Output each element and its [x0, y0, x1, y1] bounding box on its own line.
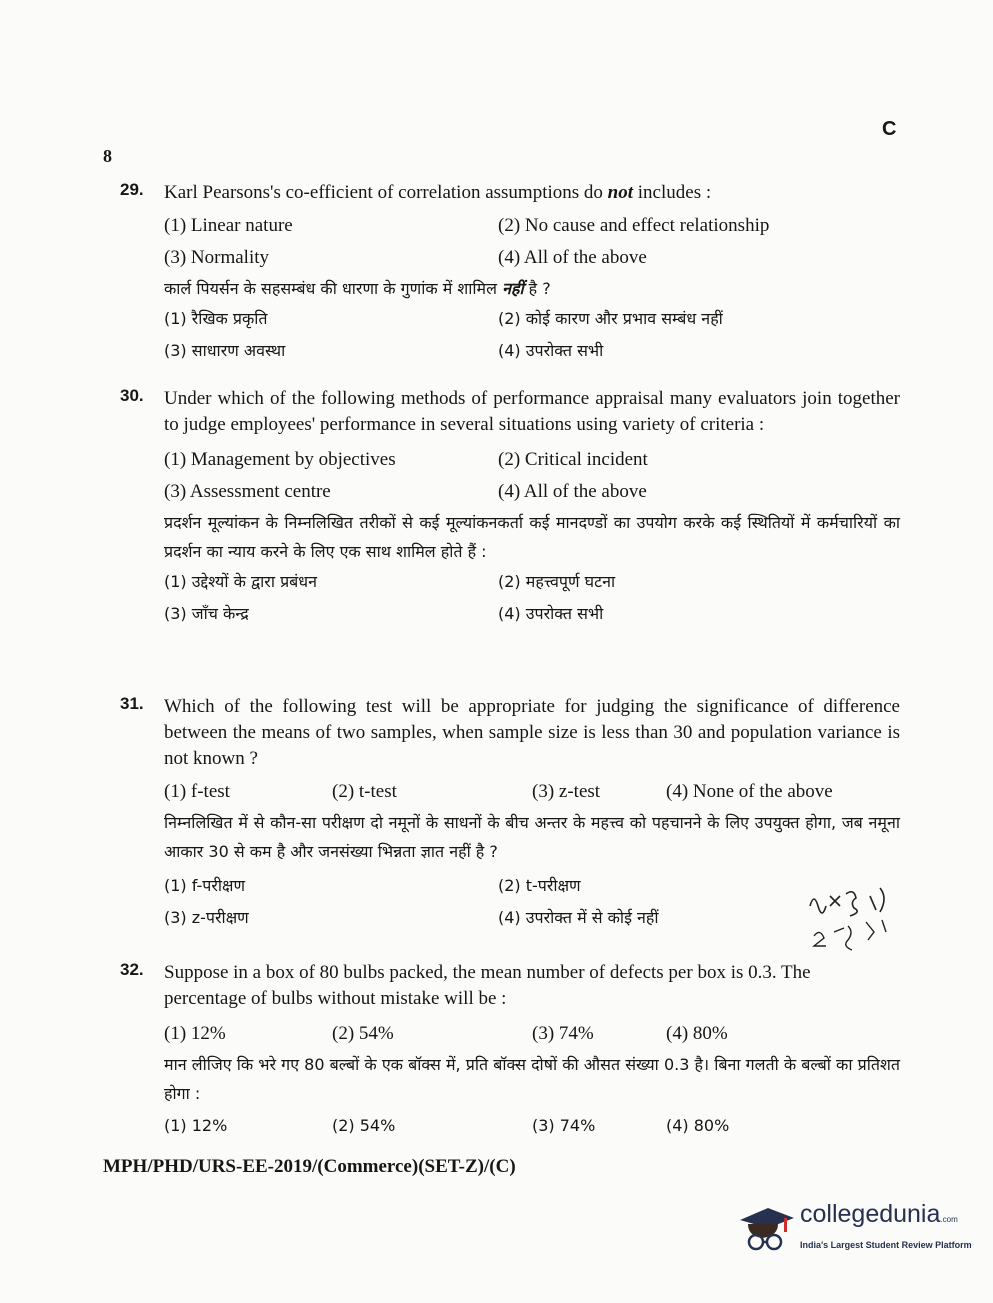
question-text-en: Which of the following test will be appropriate for judging the significance of difference between the means of two samples, when sample size is less than 30 and population variance is not known ?: [164, 696, 900, 769]
option: (4) उपरोक्त सभी: [498, 341, 604, 360]
option: (3) जाँच केन्द्र: [164, 604, 249, 623]
option: (4) उपरोक्त सभी: [498, 604, 604, 623]
option: (3) Assessment centre: [164, 481, 331, 502]
question-number: 32.: [120, 960, 144, 979]
question-text-hi: निम्नलिखित में से कौन-सा परीक्षण दो नमूनों के साधनों के बीच अन्तर के महत्त्व को पहचानने के लिए उपयुक्त होगा, जब नमूना आकार 30 से कम है और जनसंख्या भिन्नता ज्ञात नहीं है ?: [164, 813, 900, 861]
option: (4) All of the above: [498, 247, 647, 268]
question-32: [120, 960, 900, 1142]
mascot-icon: [734, 1202, 796, 1262]
option: (2) कोई कारण और प्रभाव सम्बंध नहीं: [498, 309, 723, 328]
options-hi: [164, 566, 900, 630]
question-text-hi: प्रदर्शन मूल्यांकन के निम्नलिखित तरीकों से कई मूल्यांकनकर्ता कई मानदण्डों का उपयोग करके कई स्थितियों में कर्मचारियों का प्रदर्शन का न्याय करने के लिए एक साथ शामिल होते हैं :: [164, 513, 900, 561]
option: (1) 12%: [164, 1116, 228, 1135]
option: (3) z-परीक्षण: [164, 908, 249, 927]
question-31: [120, 694, 900, 934]
option: (1) f-परीक्षण: [164, 876, 246, 895]
options-hi: [164, 303, 900, 367]
logo-tagline: India's Largest Student Review Platform: [800, 1240, 972, 1250]
options-en: [164, 1018, 900, 1050]
set-code: C: [882, 118, 897, 140]
question-text-en: Suppose in a box of 80 bulbs packed, the mean number of defects per box is 0.3. The percentage of bulbs without mistake will be :: [164, 962, 811, 1009]
option: (1) उद्देश्यों के द्वारा प्रबंधन: [164, 572, 318, 591]
question-29: [120, 180, 900, 367]
option: (4) 80%: [666, 1116, 730, 1135]
options-en: [164, 776, 900, 808]
option: (4) 80%: [666, 1023, 728, 1044]
collegedunia-logo: [734, 1196, 972, 1266]
option: (1) रैखिक प्रकृति: [164, 309, 268, 328]
option: (1) 12%: [164, 1023, 226, 1044]
question-text-en: Under which of the following methods of performance appraisal many evaluators join together to judge employees' performance in several situations using variety of criteria :: [164, 388, 900, 435]
option: (1) f-test: [164, 781, 230, 802]
option: (1) Linear nature: [164, 215, 293, 236]
logo-com: .com: [940, 1215, 958, 1224]
question-number: 31.: [120, 694, 144, 713]
option: (4) उपरोक्त में से कोई नहीं: [498, 908, 659, 927]
option: (2) महत्त्वपूर्ण घटना: [498, 572, 616, 591]
option: (4) All of the above: [498, 481, 647, 502]
option: (2) No cause and effect relationship: [498, 215, 770, 236]
option: (3) साधारण अवस्था: [164, 341, 286, 360]
logo-name: collegedunia: [800, 1200, 941, 1228]
question-number: 30.: [120, 386, 144, 405]
question-text-hi: मान लीजिए कि भरे गए 80 बल्बों के एक बॉक्स में, प्रति बॉक्स दोषों की औसत संख्या 0.3 है। बिना गलती के बल्बों का प्रतिशत होगा :: [164, 1055, 900, 1103]
options-en: [164, 444, 900, 508]
option: (3) z-test: [532, 781, 601, 802]
options-en: [164, 210, 900, 274]
option: (3) 74%: [532, 1023, 594, 1044]
page-number: 8: [103, 146, 112, 166]
question-text-hi: कार्ल पियर्सन के सहसम्बंध की धारणा के गुणांक में शामिल नहीं है ?: [164, 279, 551, 298]
question-text-en: Karl Pearsons's co-efficient of correlation assumptions do not includes :: [164, 182, 712, 203]
options-hi: [164, 1110, 900, 1142]
question-30: [120, 386, 900, 630]
option: (2) 54%: [332, 1116, 396, 1135]
emphasis-not: not: [607, 182, 634, 203]
option: (2) 54%: [332, 1023, 394, 1044]
option: (2) Critical incident: [498, 449, 648, 470]
option: (2) t-परीक्षण: [498, 876, 581, 895]
question-number: 29.: [120, 180, 144, 199]
footer-code: MPH/PHD/URS-EE-2019/(Commerce)(SET-Z)/(C): [103, 1156, 516, 1177]
option: (3) Normality: [164, 247, 270, 268]
option: (4) None of the above: [666, 781, 833, 802]
option: (1) Management by objectives: [164, 449, 396, 470]
option: (2) t-test: [332, 781, 397, 802]
options-hi: [164, 870, 900, 934]
option: (3) 74%: [532, 1116, 596, 1135]
handwritten-scribble: [800, 866, 920, 956]
